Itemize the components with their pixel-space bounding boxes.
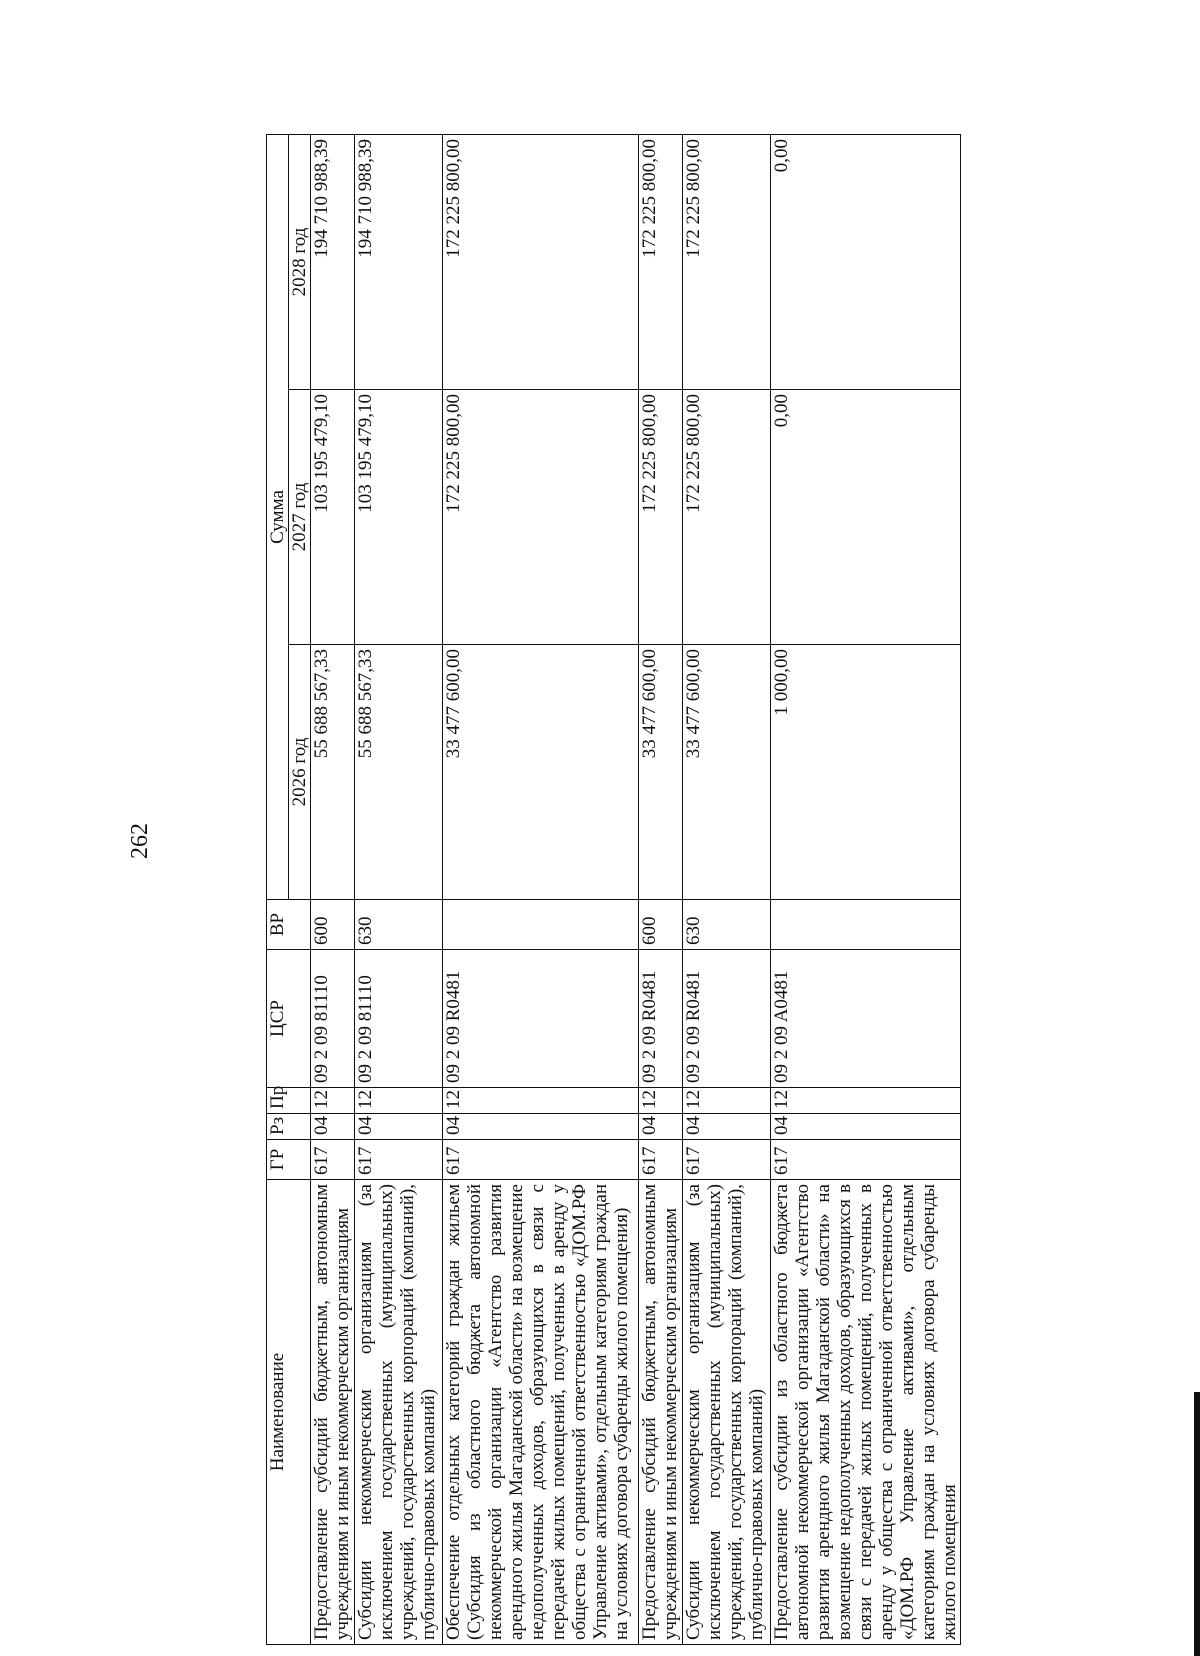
table-row xyxy=(771,135,961,1645)
row-amount-2026: 55 688 567,33 xyxy=(311,645,355,900)
budget-table-frame xyxy=(266,135,960,1645)
row-csr: 09 2 09 81110 xyxy=(311,950,355,1088)
row-csr: 09 2 09 R0481 xyxy=(683,950,771,1088)
row-amount-2027: 0,00 xyxy=(771,390,961,645)
row-vr: 630 xyxy=(683,900,771,950)
row-pr: 12 xyxy=(355,1088,443,1114)
header-year-2026: 2026 год xyxy=(289,645,311,900)
page-number: 262 xyxy=(127,823,153,859)
row-amount-2026: 33 477 600,00 xyxy=(639,645,683,900)
row-amount-2026: 33 477 600,00 xyxy=(443,645,639,900)
header-gr: ГР xyxy=(267,1140,311,1180)
row-rz: 04 xyxy=(443,1114,639,1140)
row-amount-2027: 103 195 479,10 xyxy=(355,390,443,645)
row-amount-2028: 172 225 800,00 xyxy=(443,135,639,390)
row-gr: 617 xyxy=(443,1140,639,1180)
row-vr: 600 xyxy=(639,900,683,950)
row-vr xyxy=(443,900,639,950)
row-csr: 09 2 09 81110 xyxy=(355,950,443,1088)
row-vr: 630 xyxy=(355,900,443,950)
table-row xyxy=(443,135,639,1645)
row-csr: 09 2 09 R0481 xyxy=(443,950,639,1088)
row-amount-2027: 172 225 800,00 xyxy=(443,390,639,645)
row-pr: 12 xyxy=(443,1088,639,1114)
header-year-2028: 2028 год xyxy=(289,135,311,390)
row-amount-2028: 172 225 800,00 xyxy=(683,135,771,390)
header-year-2027: 2027 год xyxy=(289,390,311,645)
row-amount-2027: 103 195 479,10 xyxy=(311,390,355,645)
scan-edge-bar xyxy=(1194,1392,1200,1656)
row-rz: 04 xyxy=(355,1114,443,1140)
row-rz: 04 xyxy=(311,1114,355,1140)
table-row xyxy=(683,135,771,1645)
row-name: Субсидии некоммерческим организациям (за исключением государственных (муниципальных) учреждений, государственных корпораций (компаний), публично-правовых компаний) xyxy=(683,1180,771,1645)
header-vr: ВР xyxy=(267,900,311,950)
row-pr: 12 xyxy=(683,1088,771,1114)
row-amount-2026: 1 000,00 xyxy=(771,645,961,900)
row-name: Обеспечение отдельных категорий граждан жильем (Субсидия из областного бюджета автономной некоммерческой организации «Агентство развития арендного жилья Магаданской области» на возмещение недополученных доходов, образующихся в связи с передачей жилых помещений, полученных в аренду у общества с ограниченной ответственностью «ДОМ.РФ Управление активами», отдельным категориям граждан на условиях договора субаренды жилого помещения) xyxy=(443,1180,639,1645)
table-row xyxy=(639,135,683,1645)
row-name: Предоставление субсидий бюджетным, автономным учреждениям и иным некоммерческим организациям xyxy=(639,1180,683,1645)
row-amount-2027: 172 225 800,00 xyxy=(639,390,683,645)
row-amount-2028: 194 710 988,39 xyxy=(355,135,443,390)
row-name: Предоставление субсидии из областного бюджета автономной некоммерческой организации «Агентство развития арендного жилья Магаданской области» на возмещение недополученных доходов, образующихся в связи с передачей жилых помещений, полученных в аренду у общества с ограниченной ответственностью «ДОМ.РФ Управление активами», отдельным категориям граждан на условиях договора субаренды жилого помещения xyxy=(771,1180,961,1645)
row-rz: 04 xyxy=(683,1114,771,1140)
header-csr: ЦСР xyxy=(267,950,311,1088)
header-rz: Рз xyxy=(267,1114,311,1140)
row-rz: 04 xyxy=(639,1114,683,1140)
table-row xyxy=(355,135,443,1645)
row-amount-2026: 55 688 567,33 xyxy=(355,645,443,900)
row-csr: 09 2 09 R0481 xyxy=(639,950,683,1088)
row-rz: 04 xyxy=(771,1114,961,1140)
row-pr: 12 xyxy=(771,1088,961,1114)
row-name: Предоставление субсидий бюджетным, автономным учреждениям и иным некоммерческим организациям xyxy=(311,1180,355,1645)
header-pr: Пр xyxy=(267,1088,311,1114)
header-sum: Сумма xyxy=(267,135,289,900)
row-pr: 12 xyxy=(639,1088,683,1114)
row-amount-2028: 0,00 xyxy=(771,135,961,390)
row-vr: 600 xyxy=(311,900,355,950)
row-gr: 617 xyxy=(771,1140,961,1180)
row-gr: 617 xyxy=(639,1140,683,1180)
row-gr: 617 xyxy=(355,1140,443,1180)
row-name: Субсидии некоммерческим организациям (за исключением государственных (муниципальных) учреждений, государственных корпораций (компаний), публично-правовых компаний) xyxy=(355,1180,443,1645)
row-gr: 617 xyxy=(683,1140,771,1180)
row-amount-2026: 33 477 600,00 xyxy=(683,645,771,900)
header-name: Наименование xyxy=(267,1180,311,1645)
budget-table xyxy=(266,134,961,1645)
row-pr: 12 xyxy=(311,1088,355,1114)
row-csr: 09 2 09 A0481 xyxy=(771,950,961,1088)
row-amount-2027: 172 225 800,00 xyxy=(683,390,771,645)
row-vr xyxy=(771,900,961,950)
table-row xyxy=(311,135,355,1645)
row-gr: 617 xyxy=(311,1140,355,1180)
row-amount-2028: 194 710 988,39 xyxy=(311,135,355,390)
row-amount-2028: 172 225 800,00 xyxy=(639,135,683,390)
